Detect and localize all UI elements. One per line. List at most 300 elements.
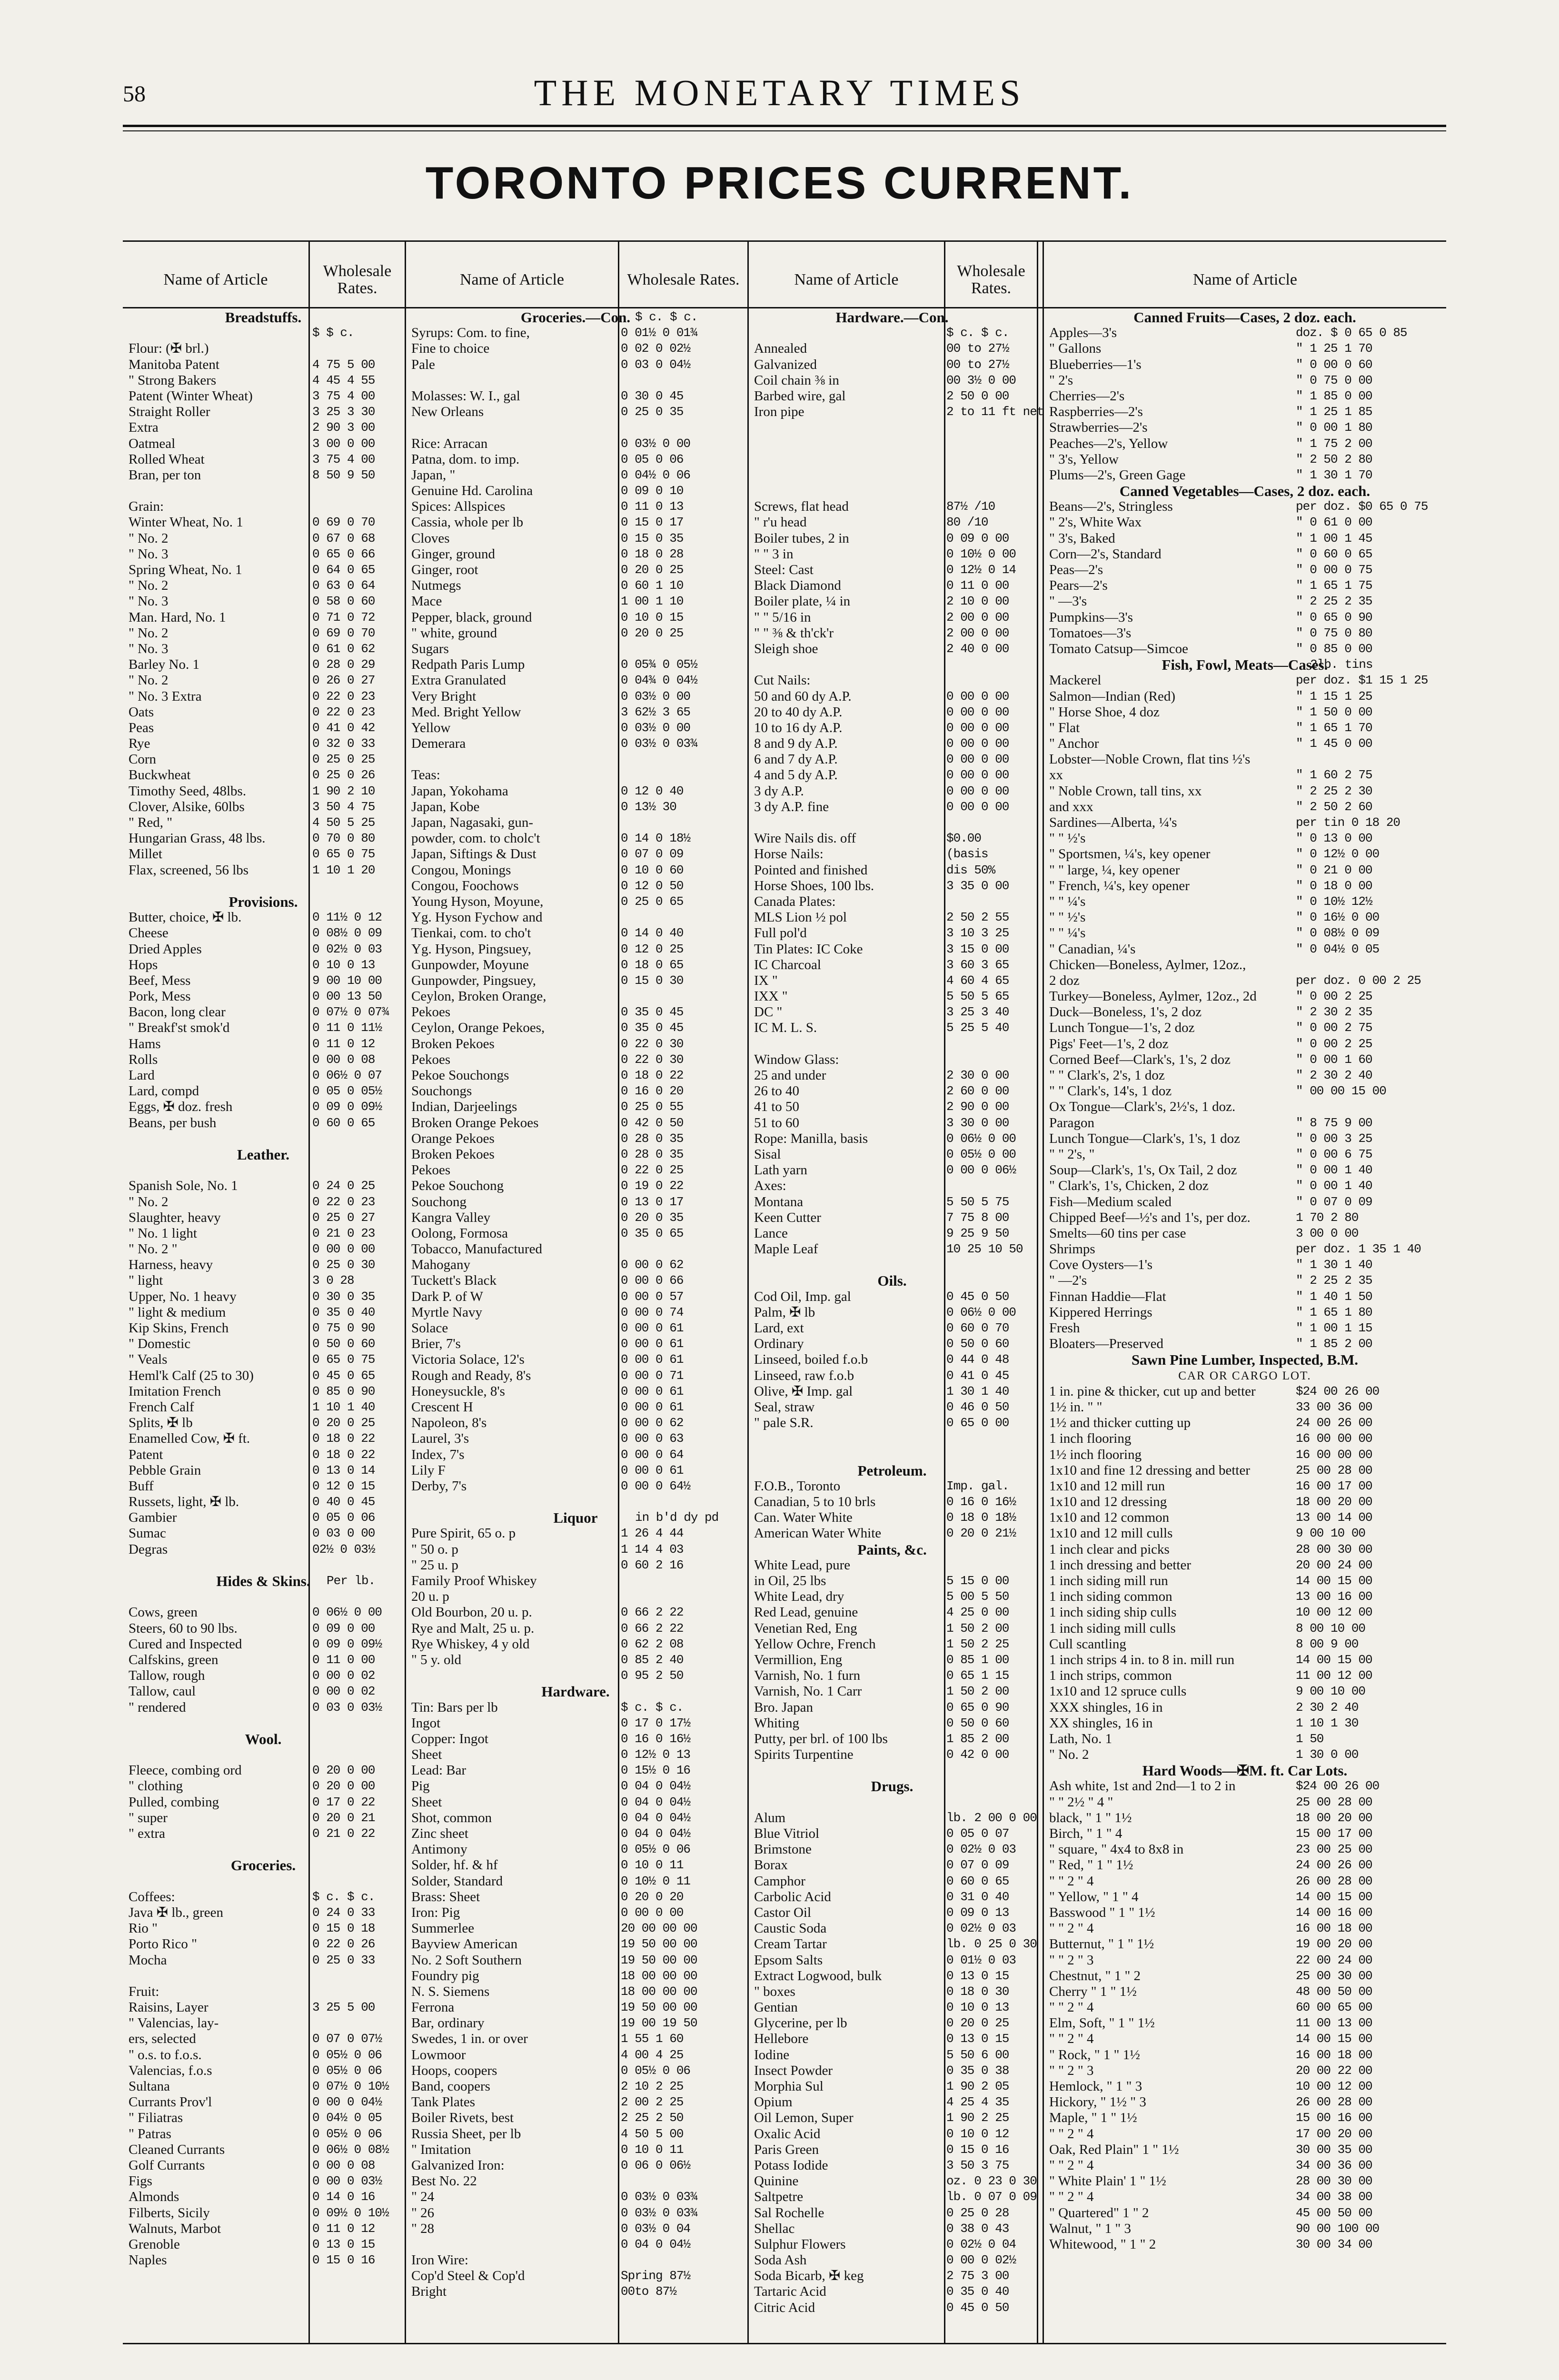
wholesale-rate: 0 00 0 74 bbox=[621, 1305, 684, 1319]
price-row bbox=[123, 752, 404, 767]
wholesale-rate: 0 00 0 02 bbox=[312, 1684, 375, 1699]
price-row bbox=[748, 2015, 1036, 2031]
article-name: Cream Tartar bbox=[754, 1936, 827, 1952]
wholesale-rate: 16 00 00 00 bbox=[1296, 1447, 1372, 1462]
price-row bbox=[123, 1368, 404, 1384]
article-name: Corn—2's, Standard bbox=[1049, 546, 1162, 562]
article-name: Tienkai, com. to cho't bbox=[411, 925, 531, 941]
article-name: " No. 2 bbox=[129, 673, 169, 688]
wholesale-rate: 0 03½ 0 00 bbox=[621, 720, 691, 735]
article-name: Dark P. of W bbox=[411, 1289, 483, 1304]
wholesale-rate: 4 50 5 00 bbox=[621, 2126, 684, 2141]
wholesale-rate: 48 00 50 00 bbox=[1296, 1984, 1372, 1999]
price-row bbox=[1043, 1573, 1446, 1589]
article-name: Yg. Hyson, Pingsuey, bbox=[411, 941, 531, 957]
price-row bbox=[406, 910, 745, 925]
article-name: Fruit: bbox=[129, 1983, 159, 1999]
article-name: Pulled, combing bbox=[129, 1794, 219, 1810]
wholesale-rate: 3 25 5 00 bbox=[312, 2000, 375, 2015]
price-row bbox=[123, 388, 404, 404]
article-name: Man. Hard, No. 1 bbox=[129, 609, 226, 625]
article-name: Ginger, ground bbox=[411, 546, 496, 562]
price-row bbox=[748, 1320, 1036, 1336]
wholesale-rate: 1 10 1 30 bbox=[1296, 1716, 1359, 1730]
wholesale-rate: " 0 00 1 80 bbox=[1296, 420, 1372, 435]
wholesale-rate: 0 03 0 04½ bbox=[621, 357, 691, 372]
article-name: 20 to 40 dy A.P. bbox=[754, 704, 843, 720]
wholesale-rate: " 1 50 0 00 bbox=[1296, 704, 1372, 719]
article-name: Cut Nails: bbox=[754, 673, 811, 688]
price-row bbox=[406, 704, 745, 720]
wholesale-rate: 80 /10 bbox=[946, 515, 988, 530]
wholesale-rate: 34 00 38 00 bbox=[1296, 2190, 1372, 2204]
price-row bbox=[406, 2237, 745, 2252]
price-row bbox=[1043, 1905, 1446, 1921]
wholesale-rate: 13 00 14 00 bbox=[1296, 1510, 1372, 1525]
article-name: Laurel, 3's bbox=[411, 1431, 469, 1447]
article-name: IC Charcoal bbox=[754, 957, 821, 972]
article-name: Genuine Hd. Carolina bbox=[411, 483, 533, 499]
price-row bbox=[123, 2142, 404, 2158]
article-name: " super bbox=[129, 1810, 168, 1825]
article-name: Congou, Foochows bbox=[411, 878, 519, 893]
wholesale-rate: 0 05 0 07 bbox=[946, 1826, 1009, 1841]
wholesale-rate: 19 00 20 00 bbox=[1296, 1937, 1372, 1952]
wholesale-rate: 0 13 0 15 bbox=[946, 1968, 1009, 1983]
article-name: " 2's bbox=[1049, 372, 1073, 388]
wholesale-rate: " 1 25 1 70 bbox=[1296, 341, 1372, 356]
wholesale-rate: 0 63 0 64 bbox=[312, 578, 375, 593]
article-name: Barley No. 1 bbox=[129, 657, 199, 673]
article-name: Sleigh shoe bbox=[754, 641, 818, 656]
article-name: Sisal bbox=[754, 1146, 781, 1162]
price-row bbox=[748, 594, 1036, 609]
article-name: " Clark's, 1's, Chicken, 2 doz bbox=[1049, 1178, 1209, 1194]
article-name: Smelts—60 tins per case bbox=[1049, 1225, 1186, 1241]
article-name: Ox Tongue—Clark's, 2½'s, 1 doz. bbox=[1049, 1099, 1236, 1115]
price-row bbox=[748, 1605, 1036, 1620]
article-name: Walnut, " 1 " 3 bbox=[1049, 2221, 1131, 2236]
article-name: 41 to 50 bbox=[754, 1099, 800, 1115]
price-row bbox=[748, 515, 1036, 530]
article-name: Maple, " 1 " 1½ bbox=[1049, 2110, 1137, 2126]
article-name: Tomato Catsup—Simcoe bbox=[1049, 641, 1188, 656]
wholesale-rate: 0 05½ 0 06 bbox=[312, 2047, 382, 2062]
price-row bbox=[123, 1099, 404, 1115]
article-name: Mackerel bbox=[1049, 673, 1102, 688]
wholesale-rate: 0 25 0 30 bbox=[312, 1258, 375, 1272]
wholesale-rate: 19 50 00 00 bbox=[621, 1937, 697, 1952]
wholesale-rate: 0 38 0 43 bbox=[946, 2221, 1009, 2236]
price-row bbox=[748, 1921, 1036, 1936]
wholesale-rate: 0 20 0 21½ bbox=[946, 1526, 1016, 1541]
price-row bbox=[406, 452, 745, 467]
price-row bbox=[406, 2031, 745, 2047]
article-name: Pears—2's bbox=[1049, 578, 1108, 594]
price-row bbox=[748, 989, 1036, 1004]
article-name: Grenoble bbox=[129, 2236, 180, 2252]
price-row bbox=[1043, 578, 1446, 594]
wholesale-rate: 18 00 20 00 bbox=[1296, 1810, 1372, 1825]
article-name: " " 2 " 4 bbox=[1049, 2031, 1094, 2047]
price-row bbox=[1043, 1289, 1446, 1305]
wholesale-rate: " 0 12½ 0 00 bbox=[1296, 847, 1380, 862]
wholesale-rate: 30 00 35 00 bbox=[1296, 2142, 1372, 2157]
wholesale-rate: 0 25 0 25 bbox=[312, 752, 375, 767]
price-row bbox=[123, 1320, 404, 1336]
wholesale-rate: 1 90 2 10 bbox=[312, 783, 375, 798]
price-row bbox=[748, 2252, 1036, 2268]
price-row bbox=[748, 1257, 1036, 1273]
article-name: " Anchor bbox=[1049, 736, 1099, 752]
column-header-rates: Wholesale Rates. bbox=[957, 262, 1025, 297]
wholesale-rate: 3 75 4 00 bbox=[312, 388, 375, 403]
price-rows bbox=[123, 309, 404, 2268]
wholesale-rate: " 0 16½ 0 00 bbox=[1296, 910, 1380, 925]
price-row bbox=[406, 578, 745, 594]
wholesale-rate: 0 30 0 45 bbox=[621, 388, 684, 403]
price-row bbox=[1043, 1210, 1446, 1226]
wholesale-rate: 20 00 22 00 bbox=[1296, 2063, 1372, 2078]
wholesale-rate: 0 04 0 04½ bbox=[621, 1826, 691, 1841]
price-row bbox=[1043, 1131, 1446, 1147]
article-name: 1 in. pine & thicker, cut up and better bbox=[1049, 1383, 1256, 1399]
article-name: Crescent H bbox=[411, 1399, 473, 1415]
section-heading bbox=[748, 1778, 1036, 1794]
price-row bbox=[1043, 2205, 1446, 2221]
article-name: Sardines—Alberta, ¼'s bbox=[1049, 815, 1177, 830]
wholesale-rate: 0 00 0 64½ bbox=[621, 1478, 691, 1493]
wholesale-rate: 0 95 2 50 bbox=[621, 1668, 684, 1683]
price-row bbox=[1043, 1068, 1446, 1083]
price-row bbox=[1043, 1842, 1446, 1857]
price-row bbox=[1043, 1668, 1446, 1684]
article-name: Index, 7's bbox=[411, 1447, 465, 1462]
wholesale-rate: 0 09 0 10 bbox=[621, 484, 684, 498]
price-row bbox=[406, 2158, 745, 2173]
masthead-rule-top bbox=[123, 125, 1446, 127]
article-name: Linseed, raw f.o.b bbox=[754, 1368, 854, 1383]
wholesale-rate: 0 00 0 08 bbox=[312, 2158, 375, 2172]
article-name: Swedes, 1 in. or over bbox=[411, 2031, 528, 2047]
article-name: Putty, per brl. of 100 lbs bbox=[754, 1731, 888, 1746]
price-row bbox=[1043, 1399, 1446, 1415]
article-name: Wool. bbox=[245, 1731, 282, 1747]
wholesale-rate: " 8 75 9 00 bbox=[1296, 1115, 1372, 1130]
price-row bbox=[748, 1621, 1036, 1636]
article-name: Mahogany bbox=[411, 1257, 471, 1273]
wholesale-rate: 0 22 0 26 bbox=[312, 1937, 375, 1952]
wholesale-rate: $0.00 bbox=[946, 831, 982, 846]
wholesale-rate: 0 65 1 15 bbox=[946, 1668, 1009, 1683]
price-row bbox=[748, 910, 1036, 925]
article-name: Liquor bbox=[553, 1510, 598, 1526]
wholesale-rate: 4 60 4 65 bbox=[946, 973, 1009, 988]
article-name: " " 2's, " bbox=[1049, 1146, 1095, 1162]
wholesale-rate: 0 13 0 17 bbox=[621, 1194, 684, 1209]
wholesale-rate: 10 25 10 50 bbox=[946, 1242, 1023, 1257]
wholesale-rate: 0 60 0 70 bbox=[946, 1321, 1009, 1335]
price-row bbox=[406, 1778, 745, 1794]
article-name: Rope: Manilla, basis bbox=[754, 1130, 868, 1146]
wholesale-rate: 0 16 0 16½ bbox=[621, 1731, 691, 1746]
price-row bbox=[406, 2189, 745, 2205]
price-row bbox=[1043, 1684, 1446, 1699]
price-row bbox=[123, 1984, 404, 2000]
article-name: Honeysuckle, 8's bbox=[411, 1383, 505, 1399]
wholesale-rate: 0 25 0 33 bbox=[312, 1953, 375, 1967]
price-row bbox=[1043, 1953, 1446, 1968]
price-row bbox=[748, 1700, 1036, 1716]
article-name: Rough and Ready, 8's bbox=[411, 1368, 531, 1383]
price-row bbox=[1043, 736, 1446, 752]
page-title: TORONTO PRICES CURRENT. bbox=[425, 158, 1134, 208]
wholesale-rate: 0 00 0 00 bbox=[946, 736, 1009, 751]
wholesale-rate: 0 85 2 40 bbox=[621, 1652, 684, 1667]
column-header-name: Name of Article bbox=[163, 271, 268, 288]
price-row bbox=[406, 1194, 745, 1210]
wholesale-rate: 18 00 00 00 bbox=[621, 1984, 697, 1999]
article-name: Hams bbox=[129, 1036, 161, 1051]
article-name: Iron pipe bbox=[754, 404, 804, 420]
price-row bbox=[123, 1052, 404, 1068]
price-row bbox=[406, 1226, 745, 1241]
wholesale-rate: 0 18 0 22 bbox=[312, 1447, 375, 1462]
article-name: Ceylon, Orange Pekoes, bbox=[411, 1020, 545, 1036]
price-row bbox=[748, 1810, 1036, 1826]
wholesale-rate: " 0 60 0 65 bbox=[1296, 546, 1372, 561]
article-name: Pumpkins—3's bbox=[1049, 609, 1133, 625]
wholesale-rate: 2 25 2 50 bbox=[621, 2111, 684, 2125]
article-name: " No. 2 bbox=[1049, 1747, 1089, 1763]
article-name: Yg. Hyson Fychow and bbox=[411, 910, 543, 925]
wholesale-rate: 8 50 9 50 bbox=[312, 467, 375, 482]
article-name: Fleece, combing ord bbox=[129, 1763, 242, 1778]
article-name: Lath, No. 1 bbox=[1049, 1731, 1112, 1746]
article-name: Cloves bbox=[411, 530, 450, 546]
price-row bbox=[748, 1210, 1036, 1226]
wholesale-rate: 0 50 0 60 bbox=[946, 1716, 1009, 1730]
wholesale-rate: 0 05½ 0 06 bbox=[312, 2063, 382, 2078]
article-name: " pale S.R. bbox=[754, 1415, 814, 1431]
wholesale-rate: 16 00 17 00 bbox=[1296, 1478, 1372, 1493]
section-heading bbox=[1043, 309, 1446, 325]
price-row bbox=[748, 610, 1036, 625]
price-row bbox=[406, 1621, 745, 1636]
article-name: Victoria Solace, 12's bbox=[411, 1352, 525, 1368]
article-name: Harness, heavy bbox=[129, 1257, 213, 1273]
wholesale-rate: 0 06½ 0 00 bbox=[312, 1605, 382, 1620]
price-row bbox=[406, 1273, 745, 1289]
wholesale-rate: 0 12½ 0 14 bbox=[946, 563, 1016, 577]
price-row bbox=[123, 483, 404, 499]
price-row bbox=[123, 863, 404, 878]
article-name: Peas bbox=[129, 720, 154, 735]
price-row bbox=[748, 2189, 1036, 2205]
article-name: Buff bbox=[129, 1478, 154, 1494]
price-row bbox=[1043, 1305, 1446, 1320]
wholesale-rate: 0 60 2 16 bbox=[621, 1557, 684, 1572]
article-name: Rolled Wheat bbox=[129, 451, 205, 467]
price-row bbox=[123, 562, 404, 578]
article-name: Chestnut, " 1 " 2 bbox=[1049, 1968, 1141, 1983]
wholesale-rate: 0 20 0 25 bbox=[312, 1416, 375, 1430]
price-row bbox=[748, 373, 1036, 388]
wholesale-rate: 13 00 16 00 bbox=[1296, 1589, 1372, 1604]
price-row bbox=[1043, 2079, 1446, 2094]
price-column-1 bbox=[123, 240, 404, 2344]
wholesale-rate: 0 07 0 09 bbox=[621, 847, 684, 862]
section-heading bbox=[406, 1510, 745, 1526]
article-name: " " ½'s bbox=[1049, 910, 1086, 925]
wholesale-rate: 0 11 0 00 bbox=[312, 1652, 375, 1667]
article-name: Pekoe Souchongs bbox=[411, 1068, 509, 1083]
article-name: Tartaric Acid bbox=[754, 2284, 826, 2300]
wholesale-rate: 22 00 24 00 bbox=[1296, 1953, 1372, 1967]
wholesale-rate: 0 13 0 15 bbox=[946, 2032, 1009, 2046]
price-row bbox=[123, 1226, 404, 1241]
section-heading bbox=[1043, 483, 1446, 499]
price-row bbox=[748, 1004, 1036, 1020]
price-row bbox=[1043, 1716, 1446, 1731]
price-row bbox=[123, 2205, 404, 2221]
price-row bbox=[406, 499, 745, 515]
wholesale-rate: 0 12½ 0 13 bbox=[621, 1747, 691, 1762]
article-name: " No. 3 Extra bbox=[129, 688, 202, 704]
article-name: Shellac bbox=[754, 2221, 795, 2236]
article-name: Spirits Turpentine bbox=[754, 1747, 854, 1763]
price-row bbox=[406, 894, 745, 910]
price-row bbox=[123, 2237, 404, 2252]
price-row bbox=[1043, 1241, 1446, 1257]
article-name: 8 and 9 dy A.P. bbox=[754, 736, 838, 752]
article-name: " 2's, White Wax bbox=[1049, 515, 1142, 530]
price-row bbox=[748, 673, 1036, 688]
wholesale-rate: 2 30 0 00 bbox=[946, 1068, 1009, 1082]
wholesale-rate: 28 00 30 00 bbox=[1296, 2174, 1372, 2189]
article-name: Sultana bbox=[129, 2079, 170, 2094]
article-name: Hardware. bbox=[541, 1684, 610, 1700]
price-row bbox=[1043, 689, 1446, 704]
price-row bbox=[123, 1384, 404, 1399]
wholesale-rate: 0 00 0 00 bbox=[946, 752, 1009, 767]
price-row bbox=[748, 388, 1036, 404]
article-name: " " ¼'s bbox=[1049, 925, 1086, 941]
price-row bbox=[406, 2268, 745, 2284]
article-name: Plums—2's, Green Gage bbox=[1049, 467, 1186, 483]
price-row bbox=[406, 1542, 745, 1557]
article-name: 1 inch siding ship culls bbox=[1049, 1605, 1177, 1620]
price-row bbox=[406, 767, 745, 783]
price-row bbox=[406, 657, 745, 673]
wholesale-rate: 0 22 0 25 bbox=[621, 1163, 684, 1178]
wholesale-rate: 0 65 0 75 bbox=[312, 847, 375, 862]
wholesale-rate: " 0 85 0 00 bbox=[1296, 641, 1372, 656]
wholesale-rate: 0 10½ 0 11 bbox=[621, 1874, 691, 1888]
wholesale-rate: 3 35 0 00 bbox=[946, 878, 1009, 893]
wholesale-rate: 0 10 0 15 bbox=[621, 610, 684, 625]
article-name: No. 2 Soft Southern bbox=[411, 1952, 522, 1968]
wholesale-rate: 0 25 0 28 bbox=[946, 2205, 1009, 2220]
wholesale-rate: 4 45 4 55 bbox=[312, 373, 375, 387]
article-name: Galvanized bbox=[754, 357, 817, 372]
wholesale-rate: 33 00 36 00 bbox=[1296, 1399, 1372, 1414]
price-row bbox=[748, 1131, 1036, 1147]
price-row bbox=[123, 1795, 404, 1810]
price-row bbox=[406, 1178, 745, 1194]
article-name: Ordinary bbox=[754, 1336, 804, 1352]
price-row bbox=[123, 1336, 404, 1352]
wholesale-rate: 0 00 0 00 bbox=[946, 720, 1009, 735]
wholesale-rate: Spring 87½ bbox=[621, 2269, 691, 2283]
article-name: 20 u. p bbox=[411, 1589, 449, 1605]
price-row bbox=[748, 1826, 1036, 1842]
wholesale-rate: 0 00 0 06½ bbox=[946, 1163, 1016, 1178]
price-row bbox=[1043, 1510, 1446, 1526]
price-column-2 bbox=[406, 240, 745, 2344]
wholesale-rate: 1 55 1 60 bbox=[621, 2032, 684, 2046]
price-row bbox=[123, 1905, 404, 1921]
wholesale-rate: 5 50 6 00 bbox=[946, 2047, 1009, 2062]
price-row bbox=[748, 578, 1036, 594]
article-name: Gunpowder, Moyune bbox=[411, 957, 529, 972]
article-name: " " 2½ " 4 " bbox=[1049, 1794, 1113, 1810]
price-row bbox=[406, 2110, 745, 2126]
wholesale-rate: 1 85 2 00 bbox=[946, 1731, 1009, 1746]
article-name: " Veals bbox=[129, 1352, 168, 1368]
wholesale-rate: 0 20 0 21 bbox=[312, 1810, 375, 1825]
price-row bbox=[1043, 1447, 1446, 1463]
article-name: French Calf bbox=[129, 1399, 194, 1415]
price-row bbox=[1043, 925, 1446, 941]
price-row bbox=[406, 1747, 745, 1763]
article-name: Caustic Soda bbox=[754, 1921, 827, 1936]
price-row bbox=[406, 1384, 745, 1399]
price-row bbox=[123, 325, 404, 341]
wholesale-rate: 0 05½ 0 06 bbox=[621, 2063, 691, 2078]
article-name: 1 inch dressing and better bbox=[1049, 1557, 1191, 1573]
wholesale-rate: 19 50 00 00 bbox=[621, 1953, 697, 1967]
price-row bbox=[1043, 1083, 1446, 1099]
price-row bbox=[123, 641, 404, 657]
article-name: Hoops, coopers bbox=[411, 2063, 497, 2078]
article-name: Enamelled Cow, ✠ ft. bbox=[129, 1431, 250, 1447]
price-row bbox=[748, 1984, 1036, 2000]
article-name: Japan, " bbox=[411, 467, 456, 483]
wholesale-rate: " 0 08½ 0 09 bbox=[1296, 926, 1380, 941]
article-name: Ingot bbox=[411, 1715, 441, 1731]
price-row bbox=[406, 1447, 745, 1463]
wholesale-rate: $ c. $ c. bbox=[946, 326, 1009, 340]
article-name: 51 to 60 bbox=[754, 1115, 800, 1130]
price-row bbox=[748, 1447, 1036, 1463]
price-row bbox=[748, 2173, 1036, 2189]
article-name: Pointed and finished bbox=[754, 862, 868, 878]
wholesale-rate: 0 00 13 50 bbox=[312, 989, 382, 1004]
price-row bbox=[748, 1352, 1036, 1368]
article-name: Grain: bbox=[129, 499, 164, 515]
price-row bbox=[1043, 1557, 1446, 1573]
wholesale-rate: 0 25 0 55 bbox=[621, 1100, 684, 1114]
wholesale-rate: 0 35 0 40 bbox=[946, 2284, 1009, 2299]
wholesale-rate: 0 05½ 0 06 bbox=[621, 1842, 691, 1857]
article-name: Epsom Salts bbox=[754, 1952, 823, 1968]
wholesale-rate: 0 00 0 02½ bbox=[946, 2253, 1016, 2268]
article-name: Birch, " 1 " 4 bbox=[1049, 1826, 1122, 1841]
price-row bbox=[1043, 2189, 1446, 2205]
article-name: Copper: Ingot bbox=[411, 1731, 488, 1746]
price-row bbox=[123, 546, 404, 562]
